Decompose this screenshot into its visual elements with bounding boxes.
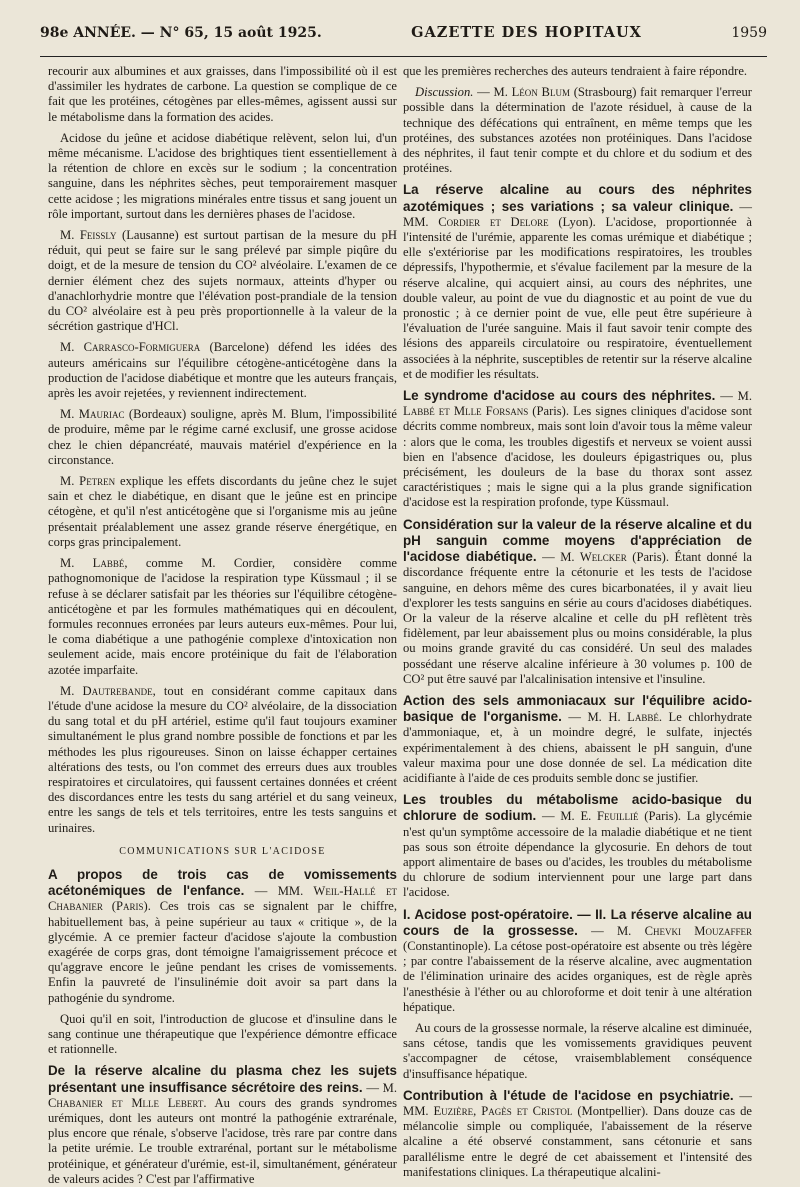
issue-line: 98e ANNÉE. — N° 65, 15 août 1925.: [40, 25, 322, 41]
speaker-name: — M. Léon Blum: [473, 85, 570, 100]
paragraph: [48, 340, 397, 401]
communication-title: Considération sur la valeur de la réserve alcaline et du pH sanguin comme moyens d'appréciation de l'acidose diabétique.: [403, 516, 752, 565]
communication-text: (Paris). La glycémie n'est qu'un symptôme accessoire de la maladie diabétique et ne tient pas sous son étroite dépendance la glycosurie. En dehors de tout apport alimentaire de bases ou d'acides, les troubles du métabolisme du chlorure de sodium interviennent pour une large part dans l'acidose.: [403, 809, 752, 900]
paragraph: [48, 556, 397, 678]
paragraph-text: explique les effets discordants du jeûne chez le sujet sain et chez le diabétique, en disant que le jeûne est en principe cétogène, et qu'il n'est anticétogène que si l'organisme mis au jeûne présentait préalablement une assez grande réserve énergétique, en corps gras principalement.: [48, 474, 397, 549]
speaker-name: M. Mauriac: [60, 407, 125, 422]
right-column: [403, 64, 753, 1179]
paragraph: Au cours de la grossesse normale, la réserve alcaline est diminuée, sans cétose, tandis que les vomissements gravidiques peuvent s'accompagner de cétose, vraisemblablement conséquence d'insuffisance hépatique.: [403, 1020, 752, 1081]
speaker-name: M. Feissly: [60, 228, 117, 243]
section-label: COMMUNICATIONS SUR L'ACIDOSE: [119, 845, 326, 857]
communication-text: (Paris). Étant donné la discordance fréquente entre la cétonurie et les tests de l'acidose sanguine, en dehors même des cures bicarbonatées, il y avait lieu d'explorer les tests sanguins en série au cours d'acidoses diabétiques. Or la valeur de la réserve alcaline et celle du pH reflètent très fidèlement, par leur abaissement plus ou moins considérable, la plus ou moins grande gravité du cas considéré. Un seul des malades possédant une réserve alcaline inférieure à 30 volumes p. 100 de CO² put être sauvé par l'alcalinisation intensive et l'insuline.: [403, 550, 752, 686]
communication-text: (Lyon). L'acidose, proportionnée à l'intensité de l'urémie, apparente les comas urémique et diabétique ; elle s'extériorise par les modifications respiratoires, les troubles dépressifs, l'hypothermie, et s'évalue facilement par la mesure de la réserve alcaline, qui acquiert ainsi, au cours des néphrites, une double valeur, au point de vue du diagnostic et au point de vue du pronostic ; à ce dernier point de vue, elle peut être supérieure à l'évaluation de l'urée sanguine. Mais il faut savoir tenir compte des lésions des appareils circulatoire ou respiratoire, éventuellement associées à la néphrite, susceptibles de retentir sur la réserve alcaline et de modifier les résultats.: [403, 214, 753, 381]
communication-title: Action des sels ammoniacaux sur l'équilibre acido-basique de l'organisme.: [403, 692, 752, 725]
paragraph: Quoi qu'il en soit, l'introduction de glucose et d'insuline dans le sang continue une thérapeutique que l'expérience démontre efficace et rationnelle.: [48, 1011, 397, 1057]
communication-authors: — MM. Cordier et Delore: [403, 199, 752, 229]
discussion: [403, 85, 752, 176]
paragraph-text: (Lausanne) est surtout partisan de la mesure du pH réduit, qui peut se faire sur le sang prélevé par simple piqûre du doigt, et de la mesure de tension du CO² alvéolaire. L'examen de ce dernier élément chez des sujets normaux, atteints d'hyper ou d'anachlorhydrie montre que l'élévation post-prandiale de la tension du CO² alvéolaire est à peu près proportionnelle à la valeur de la sécrétion gastrique d'HCl.: [48, 228, 397, 334]
paragraph: [48, 228, 397, 334]
communication-text: Ces trois cas se signalent par le chiffre, habituellement bas, à peine supérieur au taux « critique », de la glycémie. A ce premier facteur d'acidose s'ajoute la combustion exagérée de corps gras, dont témoigne l'amaigrissement précoce et qu'aggrave encore le jeûne pendant les crises de vomissements. Enfin la pauvreté de l'insulinémie doit avoir sa part dans la pathogénie du syndrome.: [48, 899, 397, 1005]
paragraph-text: , comme M. Cordier, considère comme pathognomonique de l'acidose la respiration type Küssmaul ; il se refuse à se déclarer satisfait par les théories sur l'équilibre cétogène-anticétogène et par les formules mathématiques qui en découlent, formules reconnues erronées par leurs auteurs eux-mêmes. Pour lui, le coma diabétique a une pathogénie complexe d'intoxication non seulement acide, mais encore protéinique du fait de l'élaboration azotée imparfaite.: [48, 556, 397, 677]
speaker-name: M. Carrasco-Formiguera: [60, 340, 201, 355]
communication-title: A propos de trois cas de vomissements acétonémiques de l'enfance.: [48, 866, 397, 899]
paragraph-text: (Strasbourg) fait remarquer l'erreur possible dans la détermination de l'azote résiduel, à cause de la technique des défécations qui entraînent, en même temps que les protéines, des substances azotées non protéiniques. Dans l'acidose des néphrites, il faut tenir compte et du chlore et du sodium et des protéines.: [403, 85, 753, 176]
communication-authors: — M. Labbé et Mlle Forsans: [403, 389, 752, 419]
communication-title: I. Acidose post-opératoire. — II. La réserve alcaline au cours de la grossesse.: [403, 906, 752, 938]
paragraph-text: (Bordeaux) souligne, après M. Blum, l'impossibilité de produire, même par le régime carné exclusif, une grosse acidose chez le chien dépancréaté, mauvais matériel d'expérience en la circonstance.: [48, 407, 397, 467]
communication-title: Le syndrome d'acidose au cours des néphrites.: [403, 388, 716, 404]
paragraph: [48, 407, 397, 468]
speaker-name: M. Petren: [60, 474, 116, 489]
communication-authors: — MM. Euzière, Pagès et Cristol: [403, 1088, 752, 1118]
page-number: 1959: [731, 25, 767, 41]
paragraph: que les premières recherches des auteurs tendraient à faire répondre.: [403, 64, 748, 78]
speaker-name: M. Labbé: [60, 556, 125, 571]
communication-text: (Paris). Les signes cliniques d'acidose sont décrits comme nombreux, mais sont loin d'avoir tous la même valeur : alors que le coma, les troubles digestifs et nerveux se voient aussi bien en l'absence d'acidose, les douleurs épigastriques ou, plus précisément, les douleurs de la base du thorax sont assez caractéristiques ; mais le signe qui a la plus grande signification d'acidose est la respiration profonde, type Küssmaul.: [403, 404, 752, 510]
communication-text: Le chlorhydrate d'ammoniaque, et, à un moindre degré, le sulfate, injectés expérimentalement à des chiens, abaissent le pH sanguin, d'une valeur maxima pour une dose donnée de sel. La médication dite acidifiante à l'aide de ces produits semble donc se justifier.: [403, 710, 753, 785]
communication-authors: — M. E. Feuillié: [536, 809, 639, 824]
paragraph: [48, 474, 397, 550]
communication-authors: — M. H. Labbé.: [561, 710, 662, 725]
communication-authors: — M. Chabanier et Mlle Lebert.: [48, 1080, 397, 1110]
journal-title: GAZETTE DES HOPITAUX: [411, 24, 642, 41]
left-column: [48, 64, 398, 1186]
speaker-name: M. Dautrebande: [60, 683, 153, 698]
communication-title: Les troubles du métabolisme acido-basique du chlorure de sodium.: [403, 792, 752, 824]
communication-title: Contribution à l'étude de l'acidose en psychiatrie.: [403, 1087, 734, 1103]
discussion-label: Discussion.: [415, 85, 474, 100]
header-rule: [40, 56, 767, 57]
communication-title: De la réserve alcaline du plasma chez les sujets présentant une insuffisance sécrétoire des reins.: [48, 1063, 397, 1095]
communication-text: (Montpellier). Dans douze cas de mélancolie simple ou compliquée, l'abaissement de la réserve alcaline a été observé constamment, sans cétonurie et sans parallélisme entre le degré de cet abaissement et l'intensité des manifestations cliniques. La thérapeutique alcalini-: [403, 1104, 753, 1179]
communication-authors: — MM. Weil-Hallé et Chabanier (Paris).: [48, 884, 397, 914]
paragraph: recourir aux albumines et aux graisses, dans l'impossibilité où il est d'assimiler les hydrates de carbone. La question se complique de ce fait que les protéines, cétogènes par elles-mêmes, agissent aussi sur le métabolisme dans la formation des acides.: [48, 64, 397, 124]
paragraph: [48, 684, 397, 836]
communication-authors: — M. Welcker: [536, 550, 627, 565]
paragraph-text: , tout en considérant comme capitaux dans l'étude d'une acidose la mesure du CO² alvéolaire, de la dissociation du sang total et du pH artériel, estime qu'il faut toujours examiner simultanément le plus grand nombre possible de fonctions et par les méthodes les plus rigoureuses. Sinon on laisse échapper certaines altérations des tests, ou l'on commet des erreurs dues aux troubles respiratoires et circulatoires, qui faussent certaines données et créent des discordances entre les tests du sang artériel et du sang veineux, entre les sangs de tels et tels territoires, entre les tests sanguins et urinaires.: [48, 683, 397, 835]
communication-authors: — M. Chevki Mouzaffer: [577, 923, 752, 938]
communication-text: (Constantinople). La cétose post-opératoire est absente ou très légère ; par contre l'abaissement de la réserve alcaline, avec augmentation de l'élimination urinaire des acides organiques, est de règle après l'anesthésie à l'éther ou au chloroforme et doit tenir à une altération hépatique.: [403, 938, 752, 1014]
communication-text: Au cours des grands syndromes urémiques, dont les auteurs ont montré la pathogénie extrarénale, plus encore que rénale, s'observe l'acidose, très rare par contre dans la petite urémie. Le trouble extrarénal, portant sur le métabolisme protéinique, et générateur d'urémie, est-il, simultanément, générateur de valeurs acides ? C'est par l'affirmative: [48, 1095, 397, 1186]
paragraph: Acidose du jeûne et acidose diabétique relèvent, selon lui, d'un même mécanisme. L'acidose des brightiques tient essentiellement à la rétention de chlore en excès sur le sodium ; la concentration sanguine, dans les néphrites sèches, peut temporairement masquer cette acidose ; les migrations minérales entre tissus et sang jouent un rôle important, surtout dans les dernières phases de l'acidose.: [48, 130, 397, 221]
running-header: [40, 24, 767, 52]
communication-title: La réserve alcaline au cours des néphrites azotémiques ; ses variations ; sa valeur clinique.: [403, 182, 752, 214]
paragraph-text: (Barcelone) défend les idées des auteurs américains sur l'équilibre cétogène-anticétogène dans la production de l'acidose diabétique et montre que les auteurs français, après les avoir rejetées, y reviennent indirectement.: [48, 340, 398, 401]
